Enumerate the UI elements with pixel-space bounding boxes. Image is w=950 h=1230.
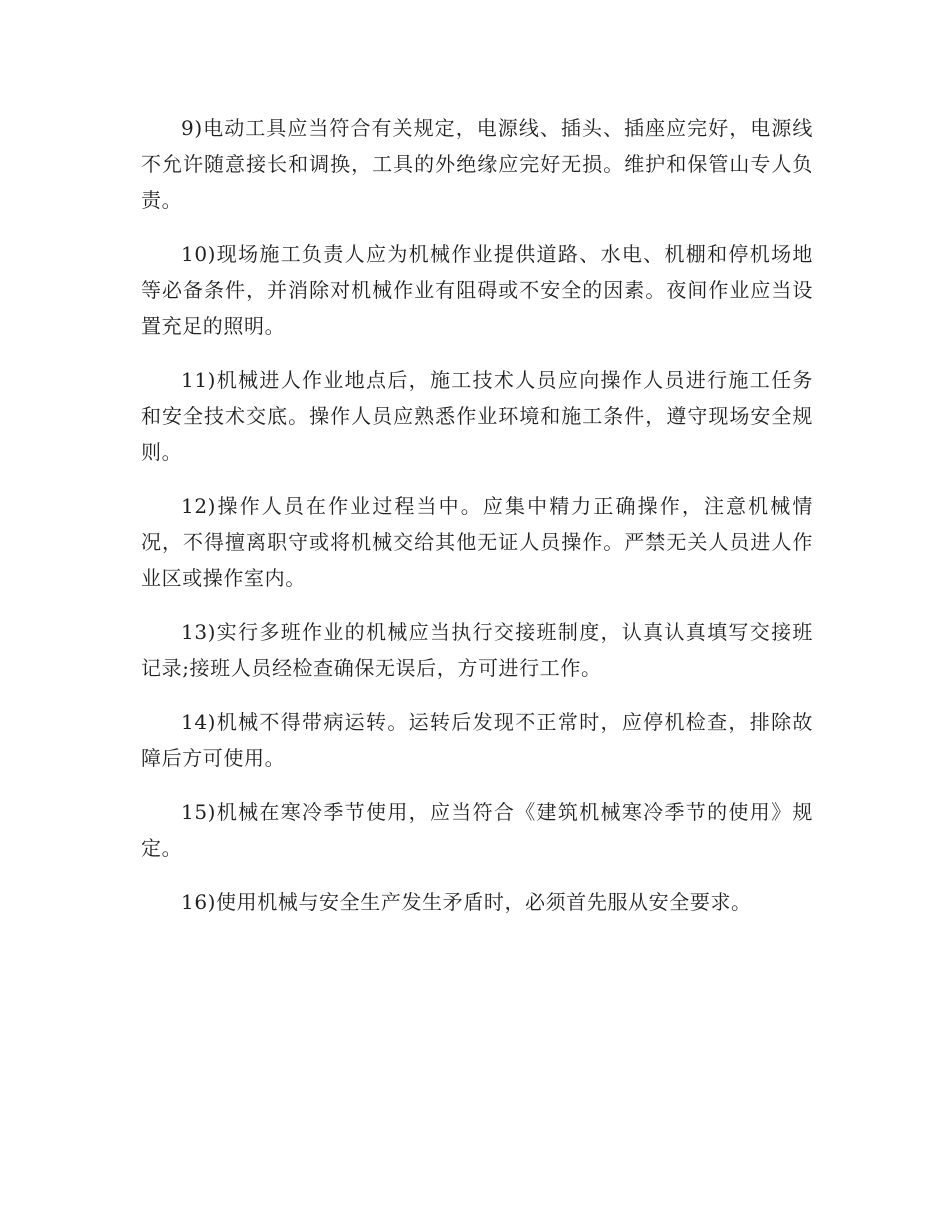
- paragraph-15: 15)机械在寒冷季节使用，应当符合《建筑机械寒冷季节的使用》规定。: [141, 800, 813, 860]
- paragraph-11: 11)机械进人作业地点后，施工技术人员应向操作人员进行施工任务和安全技术交底。操作人员应熟悉作业环境和施工条件，遵守现场安全规则。: [141, 368, 813, 464]
- paragraph-9: 9)电动工具应当符合有关规定，电源线、插头、插座应完好，电源线不允许随意接长和调换，工具的外绝缘应完好无损。维护和保管山专人负责。: [141, 116, 813, 212]
- paragraph-12: 12)操作人员在作业过程当中。应集中精力正确操作，注意机械情况，不得擅离职守或将机械交给其他无证人员操作。严禁无关人员进人作业区或操作室内。: [141, 494, 813, 590]
- paragraph-10: 10)现场施工负责人应为机械作业提供道路、水电、机棚和停机场地等必备条件，并消除对机械作业有阻碍或不安全的因素。夜间作业应当设置充足的照明。: [141, 242, 813, 338]
- paragraph-16: 16)使用机械与安全生产发生矛盾时，必须首先服从安全要求。: [181, 890, 752, 914]
- paragraph-13: 13)实行多班作业的机械应当执行交接班制度，认真认真填写交接班记录;接班人员经检查确保无误后，方可进行工作。: [141, 620, 813, 680]
- paragraph-14: 14)机械不得带病运转。运转后发现不正常时，应停机检查，排除故障后方可使用。: [141, 710, 813, 770]
- document-body: [141, 110, 813, 938]
